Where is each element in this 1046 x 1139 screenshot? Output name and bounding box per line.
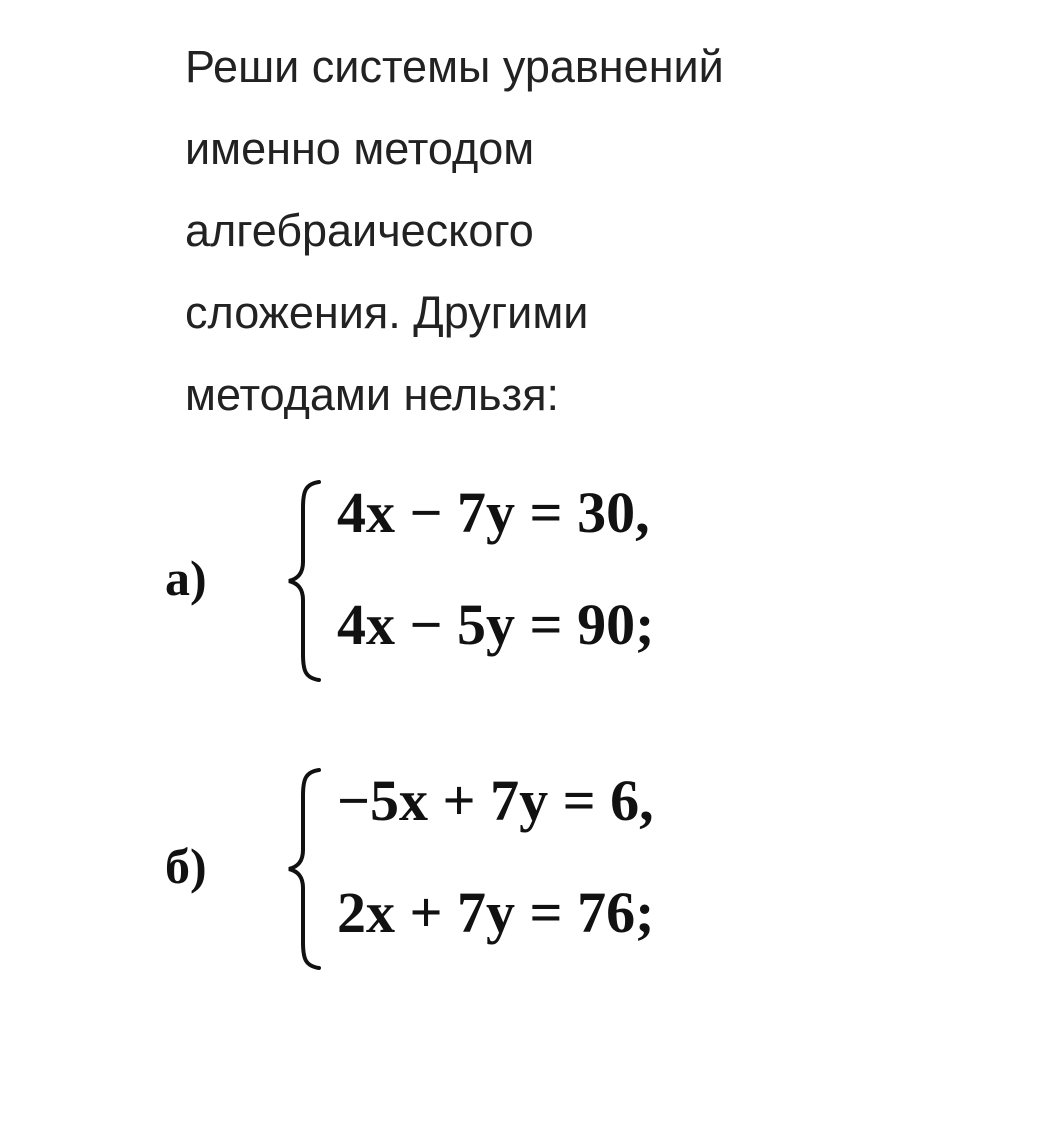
equation-line: 4x − 7y = 30, bbox=[337, 480, 650, 545]
equation-line: 2x + 7y = 76; bbox=[337, 880, 655, 945]
statement-line-2: именно методом bbox=[185, 123, 535, 174]
equation-system-b bbox=[165, 758, 885, 978]
statement-line-4: сложения. Другими bbox=[185, 287, 589, 338]
statement-line-5: методами нельзя: bbox=[185, 369, 560, 420]
problem-statement bbox=[185, 26, 945, 436]
equation-line: −5x + 7y = 6, bbox=[337, 768, 654, 833]
system-label: б) bbox=[165, 838, 207, 894]
statement-line-3: алгебраического bbox=[185, 205, 534, 256]
left-brace-icon bbox=[283, 478, 323, 684]
system-label: а) bbox=[165, 550, 207, 606]
statement-line-1: Реши системы уравнений bbox=[185, 41, 724, 92]
left-brace-icon bbox=[283, 766, 323, 972]
equation-line: 4x − 5y = 90; bbox=[337, 592, 655, 657]
equation-system-a bbox=[165, 470, 885, 690]
